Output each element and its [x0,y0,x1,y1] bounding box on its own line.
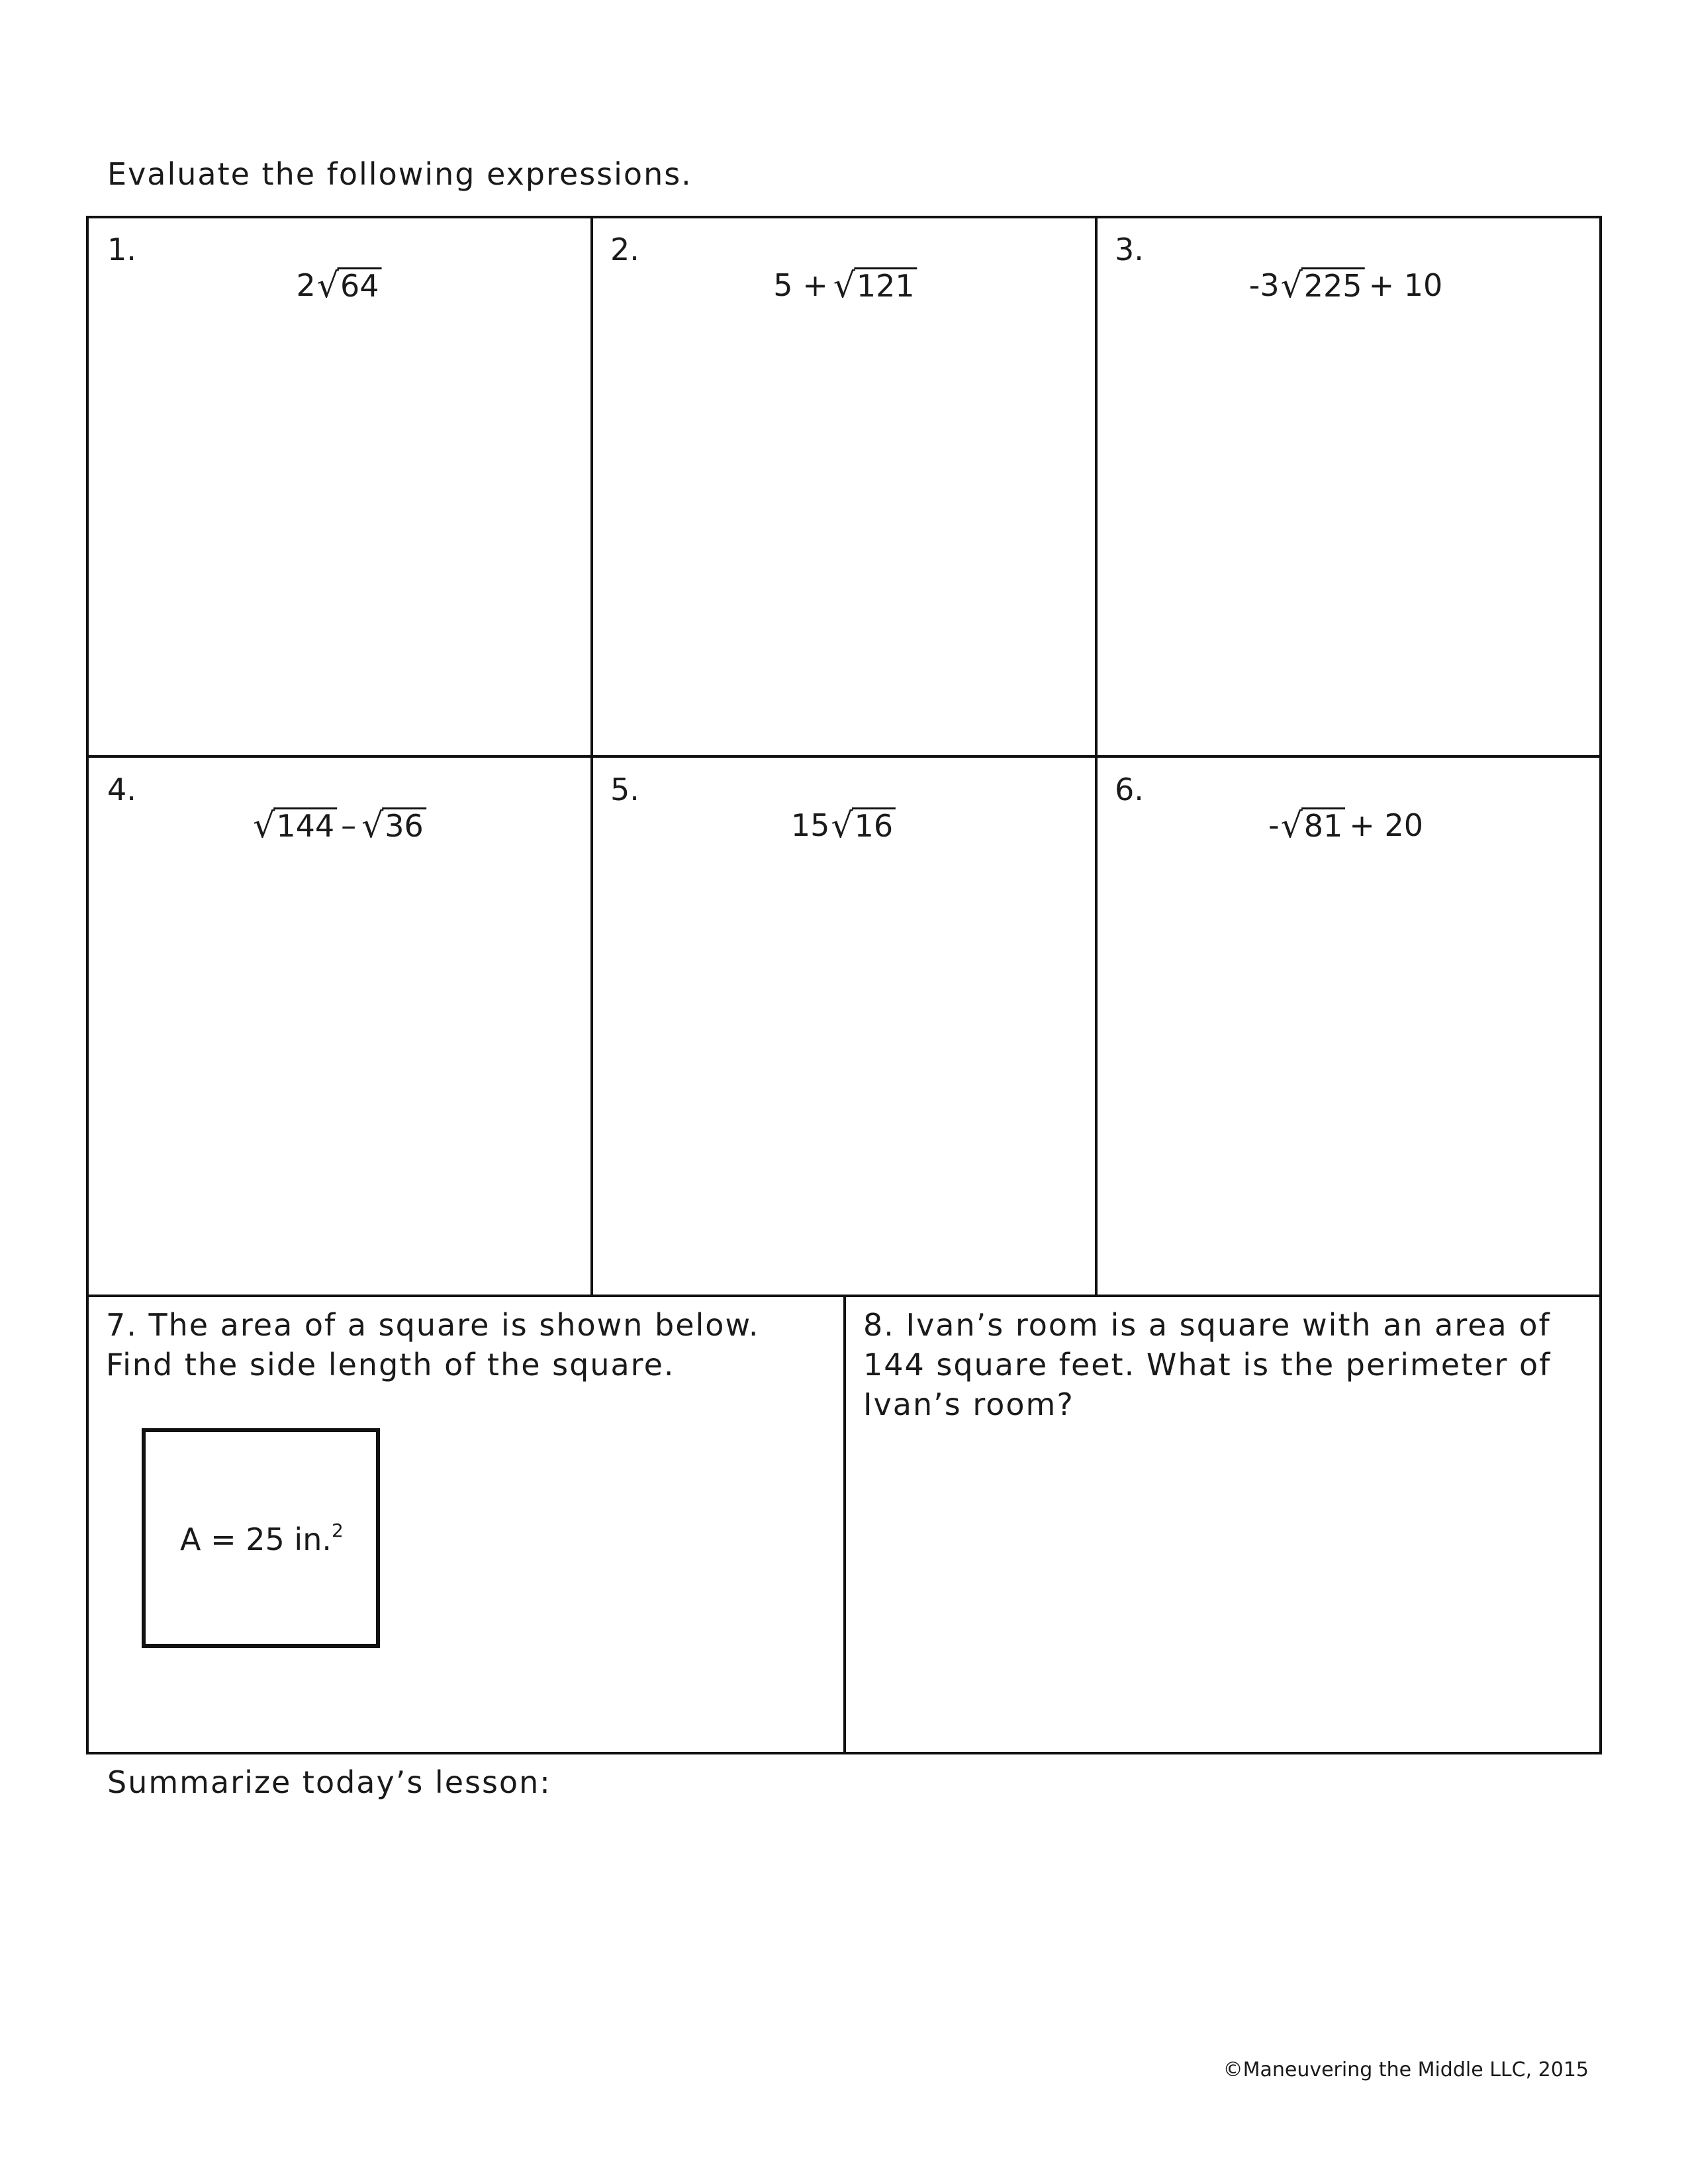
problem-expression [769,266,917,306]
horizontal-divider-1 [86,755,1602,758]
radicand: 225 [1301,267,1365,303]
problem-number: 2. [610,232,639,267]
problem-number: 1. [107,232,136,267]
square-root [253,806,337,846]
radical-sign-icon: √ [1280,806,1303,846]
radicand: 144 [273,807,337,843]
problem-8-text: 8. Ivan’s room is a square with an area of 144 square feet. What is the perimeter of Ivan’s room? [863,1307,1552,1422]
expression-coefficient: - [1268,807,1280,843]
expression-coefficient: 2 [296,267,316,303]
radicand: 64 [338,267,382,303]
vertical-divider-3 [843,1295,846,1754]
square-root [831,806,896,846]
expression-suffix: + 10 [1368,267,1443,303]
area-value: A = 25 in. [180,1522,332,1557]
problem-expression [790,806,896,846]
square-root [361,806,426,846]
radicand: 81 [1301,807,1346,843]
radicand: 16 [852,807,896,843]
radicand: 36 [382,807,426,843]
square-root [1280,806,1346,846]
expression-operator: – [341,807,357,843]
problem-number: 6. [1115,772,1144,807]
square-root [316,266,382,306]
summary-prompt: Summarize today’s lesson: [107,1764,551,1800]
expression-coefficient: 15 [790,807,830,843]
problem-expression [1268,806,1427,846]
problem-7-text: 7. The area of a square is shown below. Find the side length of the square. [106,1307,760,1383]
problem-number: 4. [107,772,136,807]
radical-sign-icon: √ [1280,266,1303,306]
problem-number: 3. [1115,232,1144,267]
square-root [1280,266,1365,306]
radical-sign-icon: √ [831,806,853,846]
problem-number: 5. [610,772,639,807]
area-exponent: 2 [331,1520,344,1541]
expression-suffix: + 20 [1349,807,1423,843]
copyright-notice: ©Maneuvering the Middle LLC, 2015 [1223,2058,1589,2081]
radical-sign-icon: √ [361,806,384,846]
radical-sign-icon: √ [316,266,339,306]
radical-sign-icon: √ [253,806,275,846]
radicand: 121 [854,267,917,303]
problem-expression [296,266,382,306]
square-area-label [180,1520,344,1557]
problem-expression [252,806,426,846]
problem-expression [1248,266,1447,306]
square-root [833,266,917,306]
expression-prefix: 5 + [773,267,828,303]
expression-coefficient: -3 [1248,267,1280,303]
instructions: Evaluate the following expressions. [107,156,692,192]
radical-sign-icon: √ [833,266,855,306]
